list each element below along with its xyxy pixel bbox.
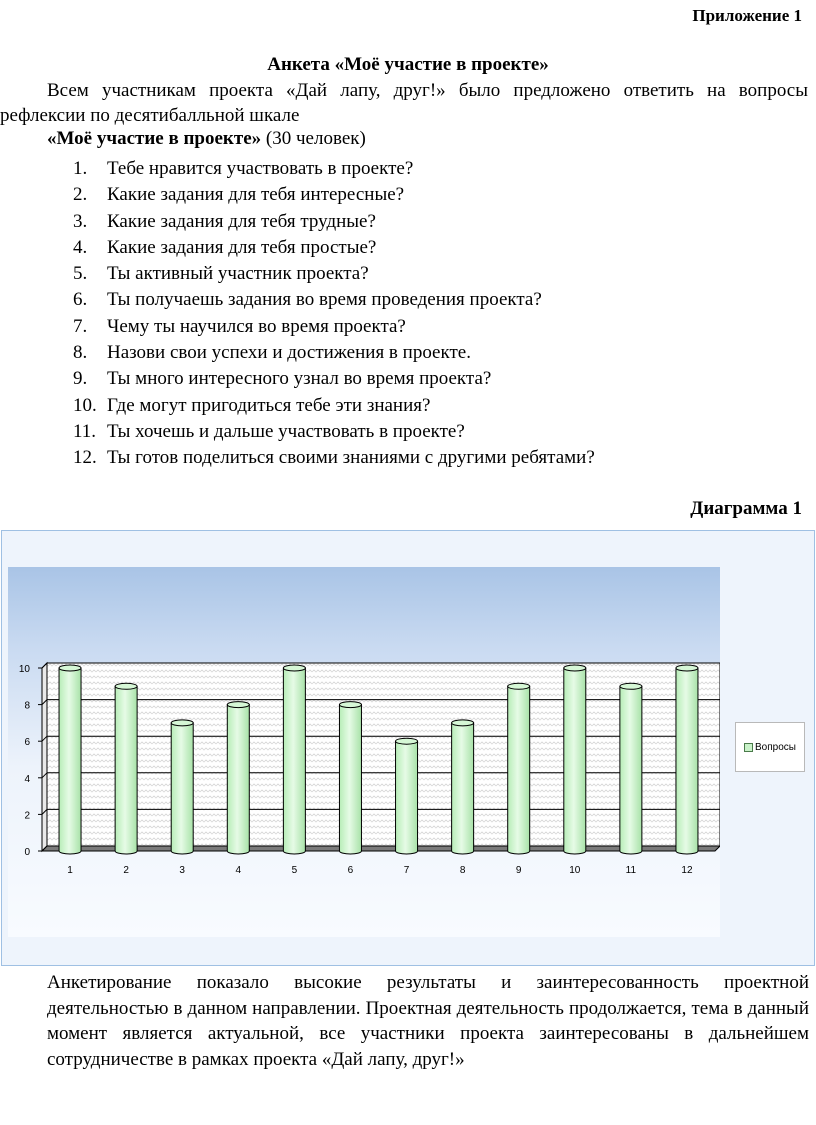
question-item (73, 366, 595, 392)
bar (676, 665, 698, 854)
question-item (73, 340, 595, 366)
question-list (73, 156, 595, 472)
question-item (73, 209, 595, 235)
bar-top (283, 665, 305, 671)
x-tick-label: 12 (681, 865, 693, 876)
bar-body (339, 705, 361, 854)
bar-body (115, 686, 137, 854)
bar-body (396, 741, 418, 854)
x-tick-label: 5 (291, 865, 298, 876)
question-text: Ты получаешь задания во время проведения проекта? (107, 289, 542, 311)
question-item (73, 393, 595, 419)
question-item (73, 287, 595, 313)
question-text: Какие задания для тебя интересные? (107, 184, 405, 206)
question-text: Какие задания для тебя трудные? (107, 210, 376, 232)
bar (171, 720, 193, 854)
question-text: Какие задания для тебя простые? (107, 236, 377, 258)
question-text: Где могут пригодиться тебе эти знания? (107, 394, 431, 416)
question-number: 7. (73, 315, 88, 337)
bar-top (59, 665, 81, 671)
question-number: 4. (73, 236, 88, 258)
bar-top (339, 702, 361, 708)
x-tick-label: 4 (235, 865, 242, 876)
question-number: 3. (73, 210, 88, 232)
bar-body (283, 668, 305, 854)
bar (115, 683, 137, 854)
bar-top (620, 683, 642, 689)
y-axis-ticks (19, 664, 31, 858)
question-item (73, 261, 595, 287)
bar (283, 665, 305, 854)
y-tick-label: 2 (24, 810, 30, 822)
question-item (73, 419, 595, 445)
y-tick-label: 6 (24, 737, 30, 749)
question-number: 8. (73, 342, 88, 364)
chart-side-wall (42, 663, 47, 851)
bar-body (508, 686, 530, 854)
question-number: 5. (73, 263, 88, 285)
bar (508, 683, 530, 854)
y-tick-label: 8 (24, 700, 30, 712)
question-text: Ты хочешь и дальше участвовать в проекте? (107, 420, 465, 442)
bar-body (676, 668, 698, 854)
chart-legend (735, 722, 805, 772)
question-number: 1. (73, 158, 88, 179)
bar (59, 665, 81, 854)
survey-subtitle (47, 128, 366, 150)
x-tick-label: 11 (625, 865, 637, 876)
question-text: Ты активный участник проекта? (107, 263, 369, 285)
chart-back-wall (47, 663, 720, 846)
question-item (73, 314, 595, 340)
survey-name: «Моё участие в проекте» (47, 128, 262, 149)
bar (452, 720, 474, 854)
question-text: Ты готов поделиться своими знаниями с другими ребятами? (107, 447, 595, 469)
question-text: Чему ты научился во время проекта? (107, 315, 406, 337)
bar (396, 738, 418, 854)
conclusion-paragraph: Анкетирование показало высокие результаты и заинтересованность проектной деятельностью в данном направлении. Проектная деятельность продолжается, тема в данный момент является актуальной, все участники проекта заинтересованы в дальнейшем сотрудничестве в рамках проекта «Дай лапу, друг!» (47, 972, 809, 1070)
x-tick-label: 2 (123, 865, 129, 876)
survey-respondents: (30 человек) (261, 128, 366, 149)
bar-body (59, 668, 81, 854)
x-tick-label: 1 (67, 865, 73, 876)
chart-plot-area (8, 567, 720, 937)
question-text: Назови свои успехи и достижения в проекте. (107, 342, 471, 364)
x-tick-label: 6 (347, 865, 354, 876)
question-number: 9. (73, 368, 88, 390)
question-number: 6. (73, 289, 88, 311)
question-item (73, 445, 595, 471)
bar (227, 702, 249, 854)
bar-top (508, 683, 530, 689)
bar-body (564, 668, 586, 854)
x-tick-label: 7 (403, 865, 410, 876)
bar (564, 665, 586, 854)
bar-top (452, 720, 474, 726)
bar-body (171, 723, 193, 854)
question-text: Ты много интересного узнал во время проекта? (107, 368, 492, 390)
bar-body (452, 723, 474, 854)
legend-swatch (744, 743, 753, 752)
bar-top (227, 702, 249, 708)
intro-paragraph: Всем участникам проекта «Дай лапу, друг!» было предложено ответить на вопросы рефлексии по десятибалльной шкале (0, 80, 808, 126)
x-tick-label: 3 (179, 865, 185, 876)
question-number: 12. (73, 447, 97, 469)
questionnaire-title: Анкета «Моё участие в проекте» (267, 54, 549, 75)
question-text: Тебе нравится участвовать в проекте? (107, 158, 414, 179)
question-item (73, 156, 595, 182)
x-tick-label: 8 (459, 865, 466, 876)
question-number: 10. (73, 394, 97, 416)
bar-body (620, 686, 642, 854)
chart-floor (42, 846, 720, 851)
bar (339, 702, 361, 854)
x-tick-label: 9 (515, 865, 522, 876)
bar-top (115, 683, 137, 689)
question-item (73, 235, 595, 261)
diagram-title: Диаграмма 1 (690, 498, 802, 519)
question-number: 2. (73, 184, 88, 206)
x-tick-label: 10 (569, 865, 581, 876)
chart-frame (1, 530, 815, 966)
chart-walls (42, 663, 720, 851)
question-item (73, 182, 595, 208)
y-tick-label: 10 (18, 664, 30, 675)
appendix-label: Приложение 1 (692, 6, 802, 25)
legend-label: Вопросы (755, 741, 796, 753)
bar-top (171, 720, 193, 726)
y-tick-label: 0 (24, 847, 30, 858)
bar-chart (8, 567, 720, 937)
bar-top (564, 665, 586, 671)
bar-body (227, 705, 249, 854)
y-tick-label: 4 (24, 773, 30, 785)
question-number: 11. (73, 420, 97, 442)
bar (620, 683, 642, 854)
bar-top (676, 665, 698, 671)
bar-top (396, 738, 418, 744)
x-axis-ticks (67, 865, 693, 876)
